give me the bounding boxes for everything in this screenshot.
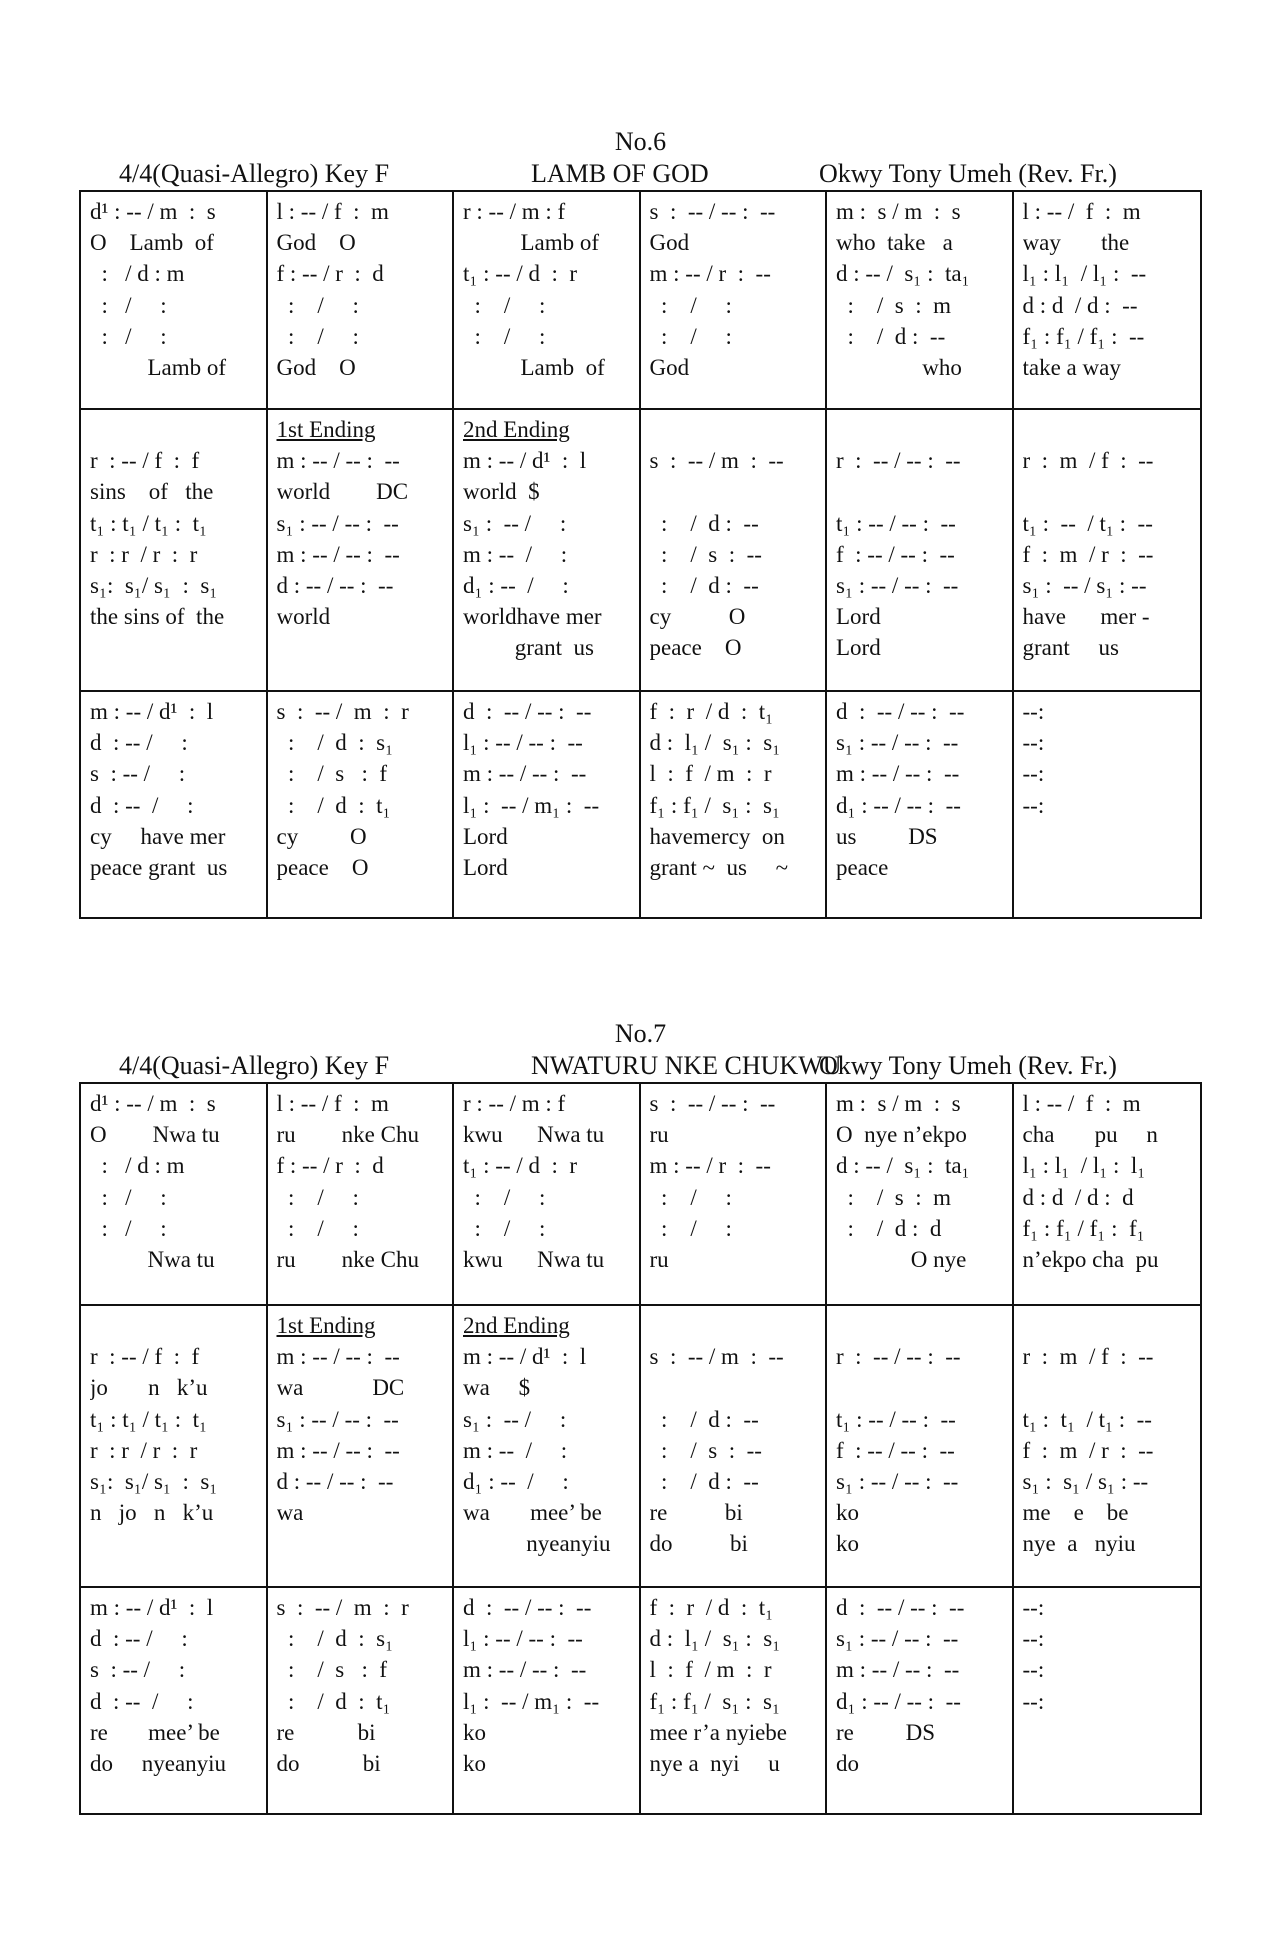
notation-line: d₁ : -- / : xyxy=(463,572,569,598)
notation-line: Lord xyxy=(463,823,508,849)
notation-line: s : -- / : xyxy=(90,761,186,787)
notation-line: d : d / d : d xyxy=(1022,1184,1134,1210)
notation-line: d : d / d : -- xyxy=(1022,292,1138,318)
notation-line: re bi xyxy=(649,1500,743,1526)
notation-line: s₁ : -- / -- : -- xyxy=(836,1626,959,1652)
notation-line: take a way xyxy=(1022,354,1121,380)
notation-line: wa $ xyxy=(463,1375,531,1401)
notation-line: r : -- / f : f xyxy=(90,1344,200,1370)
notation-line: s₁ : -- / -- : -- xyxy=(276,510,399,536)
notation-line: do nyeanyiu xyxy=(90,1750,227,1776)
notation-line: mee r’a nyiebe xyxy=(649,1719,787,1745)
notation-line: m : s / m : s xyxy=(836,1091,961,1116)
notation-line: f : m / r : -- xyxy=(1022,1437,1154,1463)
notation-line: : / : xyxy=(276,292,359,318)
notation-line: kwu Nwa tu xyxy=(463,1246,605,1272)
score-cell xyxy=(268,1306,455,1588)
notation-line: : / d : -- xyxy=(649,1468,759,1494)
notation-line: s₁ : -- / -- : -- xyxy=(276,1406,399,1432)
notation-line: m : -- / d¹ : l xyxy=(90,699,214,724)
notation-line: s₁ : -- / -- : -- xyxy=(836,1468,959,1494)
notation-line: re DS xyxy=(836,1719,936,1745)
notation-line: : / : xyxy=(90,292,167,318)
notation-line: ko xyxy=(463,1719,486,1745)
notation-line: m : -- / -- : -- xyxy=(276,1344,400,1370)
notation-line: God O xyxy=(276,230,356,256)
notation-line: : / d : t₁ xyxy=(276,1688,391,1714)
notation-line: : / : xyxy=(649,292,732,318)
notation-line: t₁ : -- / -- : -- xyxy=(836,510,956,536)
notation-line: s₁: s₁/ s₁ : s₁ xyxy=(90,1468,218,1494)
notation-line: : / d : m xyxy=(90,261,185,287)
notation-line xyxy=(1023,476,1193,507)
notation-line: sins of the xyxy=(90,479,214,505)
notation-line: : / d : -- xyxy=(649,572,759,598)
notation-line: kwu Nwa tu xyxy=(463,1122,605,1148)
notation-line: s : -- / m : r xyxy=(276,1595,409,1620)
ending-label xyxy=(90,1310,258,1341)
notation-line: f : -- / r : d xyxy=(276,261,384,287)
score-cell xyxy=(827,1588,1014,1813)
notation-line: d : -- / -- : -- xyxy=(463,1595,592,1620)
notation-line: : / d : d xyxy=(836,1215,942,1241)
notation-line: me e be xyxy=(1022,1500,1129,1526)
notation-line: m : -- / d¹ : l xyxy=(463,448,587,474)
notation-line: r : r / r : r xyxy=(90,541,198,567)
notation-line: s : -- / m : r xyxy=(276,699,409,724)
notation-line: d : -- / : xyxy=(90,1688,194,1714)
ending-label xyxy=(650,1310,818,1341)
notation-line: Lamb of xyxy=(463,354,605,380)
notation-line: n’ekpo cha pu xyxy=(1022,1246,1159,1272)
notation-line: --: xyxy=(1022,1688,1045,1714)
notation-line: cy have mer xyxy=(90,823,226,849)
notation-line: d : -- / -- : -- xyxy=(276,1468,394,1494)
notation-line: f : m / r : -- xyxy=(1022,541,1154,567)
notation-line: d : -- / s₁ : ta₁ xyxy=(836,261,970,287)
notation-line: the sins of the xyxy=(90,604,225,630)
notation-line: d : l₁ / s₁ : s₁ xyxy=(649,1626,781,1652)
notation-line xyxy=(650,1372,818,1403)
notation-line: r : -- / f : f xyxy=(90,448,200,474)
ending-label: 1st Ending xyxy=(276,1313,376,1338)
notation-line: : / d : m xyxy=(90,1153,185,1179)
score-grid xyxy=(79,190,1202,919)
notation-line: s : -- / : xyxy=(90,1657,186,1683)
notation-line: God xyxy=(649,354,690,380)
notation-line: Lord xyxy=(836,604,881,630)
notation-line: l₁ : l₁ / l₁ : -- xyxy=(1022,261,1147,287)
notation-line: ru xyxy=(649,1246,669,1272)
notation-line: peace O xyxy=(276,854,369,880)
score-cell xyxy=(1014,410,1201,692)
ending-label: 2nd Ending xyxy=(463,1313,570,1338)
time-key: 4/4(Quasi-Allegro) Key F xyxy=(119,159,390,188)
score-cell xyxy=(454,192,641,410)
ending-label xyxy=(1023,414,1193,445)
notation-line: wa xyxy=(276,1500,304,1526)
notation-line: l : -- / f : m xyxy=(276,1091,389,1116)
notation-line: peace grant us xyxy=(90,854,228,880)
score-cell xyxy=(81,410,268,692)
notation-line: d₁ : -- / -- : -- xyxy=(836,792,961,818)
notation-line: nye a nyiu xyxy=(1022,1531,1136,1557)
score-cell xyxy=(641,692,828,917)
time-key: 4/4(Quasi-Allegro) Key F xyxy=(119,1051,390,1080)
notation-line xyxy=(1023,1717,1193,1748)
notation-line: : / : xyxy=(649,1184,732,1210)
notation-line: : / : xyxy=(649,323,732,349)
notation-line: t₁ : -- / -- : -- xyxy=(836,1406,956,1432)
notation-line: m : -- / : xyxy=(463,1437,568,1463)
score-cell xyxy=(81,1084,268,1306)
notation-line: d¹ : -- / m : s xyxy=(90,1091,216,1116)
notation-line: --: xyxy=(1022,1657,1045,1683)
notation-line: way the xyxy=(1022,230,1130,256)
notation-line xyxy=(1023,1372,1193,1403)
notation-line: --: xyxy=(1022,1595,1045,1620)
notation-line: cy O xyxy=(276,823,367,849)
score-cell xyxy=(268,192,455,410)
notation-line: d : -- / -- : -- xyxy=(276,572,394,598)
notation-line: re bi xyxy=(276,1719,376,1745)
notation-line: l : -- / f : m xyxy=(1022,1091,1141,1116)
notation-line: d₁ : -- / : xyxy=(463,1468,569,1494)
notation-line: m : -- / -- : -- xyxy=(276,1437,400,1463)
notation-line: Lamb of xyxy=(90,354,227,380)
notation-line: d : -- / : xyxy=(90,1626,188,1652)
notation-line: s₁ : s₁ / s₁ : -- xyxy=(1022,1468,1149,1494)
notation-line: r : -- / m : f xyxy=(463,199,566,224)
notation-line: do bi xyxy=(649,1531,748,1557)
score-cell xyxy=(641,192,828,410)
notation-line: f : -- / -- : -- xyxy=(836,541,955,567)
notation-line: m : -- / d¹ : l xyxy=(463,1344,587,1370)
notation-line: ko xyxy=(836,1531,859,1557)
notation-line: : / : xyxy=(463,292,546,318)
notation-line: : / s : m xyxy=(836,292,952,318)
score-cell xyxy=(827,1306,1014,1588)
score-cell xyxy=(454,692,641,917)
notation-line: l₁ : -- / -- : -- xyxy=(463,730,583,756)
notation-line xyxy=(836,476,1004,507)
notation-line: n jo n k’u xyxy=(90,1500,214,1526)
composer: Okwy Tony Umeh (Rev. Fr.) xyxy=(819,159,1117,188)
piece-no7 xyxy=(79,1018,1202,1815)
notation-line: grant us xyxy=(1022,635,1119,661)
notation-line: ko xyxy=(836,1500,859,1526)
notation-line: d₁ : -- / -- : -- xyxy=(836,1688,961,1714)
notation-line: wa mee’ be xyxy=(463,1500,602,1526)
notation-line: l : -- / f : m xyxy=(276,199,389,224)
notation-line: f₁ : f₁ / f₁ : -- xyxy=(1022,323,1145,349)
score-cell xyxy=(641,1588,828,1813)
notation-line: : / d : s₁ xyxy=(276,1626,394,1652)
score-cell xyxy=(268,692,455,917)
notation-line: cy O xyxy=(649,604,746,630)
notation-line: : / s : m xyxy=(836,1184,952,1210)
notation-line: : / d : -- xyxy=(649,1406,759,1432)
notation-line: s₁ : -- / : xyxy=(463,510,567,536)
score-cell xyxy=(268,1588,455,1813)
score-cell xyxy=(81,692,268,917)
notation-line: O Nwa tu xyxy=(90,1122,220,1148)
notation-line: r : -- / -- : -- xyxy=(836,1344,961,1370)
notation-line: : / d : -- xyxy=(649,510,759,536)
piece-number: No.7 xyxy=(614,1019,667,1048)
notation-line: : / : xyxy=(90,1184,167,1210)
notation-line: m : -- / : xyxy=(463,541,568,567)
notation-line: s₁ : -- / s₁ : -- xyxy=(1022,572,1147,598)
notation-line: t₁ : -- / d : r xyxy=(463,261,578,287)
notation-line: m : -- / -- : -- xyxy=(463,1657,587,1683)
notation-line: m : -- / -- : -- xyxy=(463,761,587,787)
notation-line: : / d : t₁ xyxy=(276,792,391,818)
notation-line: s₁ : -- / : xyxy=(463,1406,567,1432)
notation-line: s₁ : -- / -- : -- xyxy=(836,730,959,756)
notation-line: ru nke Chu xyxy=(276,1122,419,1148)
notation-line: ru xyxy=(649,1122,669,1148)
score-cell xyxy=(1014,1084,1201,1306)
notation-line: O nye n’ekpo xyxy=(836,1122,967,1148)
notation-line: s₁ : -- / -- : -- xyxy=(836,572,959,598)
notation-line: m : -- / -- : -- xyxy=(836,761,960,787)
notation-line: d : -- / -- : -- xyxy=(836,1595,965,1620)
ending-label: 2nd Ending xyxy=(463,417,570,442)
notation-line: ko xyxy=(463,1750,486,1776)
score-cell xyxy=(827,410,1014,692)
score-grid xyxy=(79,1082,1202,1815)
score-cell xyxy=(827,1084,1014,1306)
notation-line: : / : xyxy=(276,1184,359,1210)
score-cell xyxy=(454,410,641,692)
piece-no6 xyxy=(79,126,1202,919)
notation-line: Nwa tu xyxy=(90,1246,215,1272)
notation-line: jo n k’u xyxy=(90,1375,208,1401)
ending-label xyxy=(90,414,258,445)
notation-line: who take a xyxy=(836,230,953,256)
notation-line: f : -- / r : d xyxy=(276,1153,384,1179)
notation-line: : / : xyxy=(90,323,167,349)
score-cell xyxy=(454,1588,641,1813)
notation-line: r : m / f : -- xyxy=(1022,448,1154,474)
score-cell xyxy=(641,410,828,692)
notation-line: grant ~ us ~ xyxy=(649,854,789,880)
score-cell xyxy=(1014,1306,1201,1588)
notation-line: t₁ : t₁ / t₁ : t₁ xyxy=(90,510,208,536)
notation-line: l₁ : l₁ / l₁ : l₁ xyxy=(1022,1153,1146,1179)
notation-line: t₁ : -- / t₁ : -- xyxy=(1022,510,1153,536)
notation-line: us DS xyxy=(836,823,938,849)
notation-line: world DC xyxy=(276,479,409,505)
notation-line: --: xyxy=(1022,761,1045,787)
notation-line: l : f / m : r xyxy=(649,761,772,787)
notation-line: d : l₁ / s₁ : s₁ xyxy=(649,730,781,756)
notation-line: t₁ : -- / d : r xyxy=(463,1153,578,1179)
score-cell xyxy=(1014,692,1201,917)
score-cell xyxy=(641,1306,828,1588)
notation-line: God xyxy=(649,230,690,256)
notation-line: s₁: s₁/ s₁ : s₁ xyxy=(90,572,218,598)
notation-line: m : -- / r : -- xyxy=(649,261,771,287)
notation-line: world xyxy=(276,604,331,630)
notation-line: : / s : -- xyxy=(649,541,762,567)
notation-line: : / : xyxy=(90,1215,167,1241)
notation-line: d : -- / : xyxy=(90,730,188,756)
notation-line: m : -- / -- : -- xyxy=(276,541,400,567)
score-cell xyxy=(827,192,1014,410)
notation-line: m : -- / -- : -- xyxy=(836,1657,960,1683)
notation-line: f₁ : f₁ / s₁ : s₁ xyxy=(649,1688,780,1714)
notation-line: d : -- / -- : -- xyxy=(836,699,965,724)
score-cell xyxy=(641,1084,828,1306)
notation-line: r : -- / m : f xyxy=(463,1091,566,1116)
notation-line: r : -- / -- : -- xyxy=(836,448,961,474)
notation-line: m : -- / r : -- xyxy=(649,1153,771,1179)
notation-line: s : -- / m : -- xyxy=(649,1344,784,1370)
notation-line: l₁ : -- / m₁ : -- xyxy=(463,1688,600,1714)
notation-line: havemercy on xyxy=(649,823,785,849)
notation-line: f : -- / -- : -- xyxy=(836,1437,955,1463)
notation-line: l : f / m : r xyxy=(649,1657,772,1683)
notation-line: t₁ : t₁ / t₁ : -- xyxy=(1022,1406,1152,1432)
score-cell xyxy=(827,692,1014,917)
notation-line: : / s : f xyxy=(276,761,388,787)
ending-label xyxy=(1023,1310,1193,1341)
score-cell xyxy=(268,1084,455,1306)
notation-line: worldhave mer xyxy=(463,604,602,630)
notation-line: f : r / d : t₁ xyxy=(649,1595,774,1620)
score-cell xyxy=(454,1084,641,1306)
notation-line: : / : xyxy=(463,1184,546,1210)
notation-line: s : -- / -- : -- xyxy=(649,1091,776,1116)
ending-label: 1st Ending xyxy=(276,417,376,442)
notation-line: f : r / d : t₁ xyxy=(649,699,774,724)
notation-line: do xyxy=(836,1750,859,1776)
notation-line: : / : xyxy=(276,1215,359,1241)
score-cell xyxy=(81,192,268,410)
notation-line: r : r / r : r xyxy=(90,1437,198,1463)
ending-label xyxy=(836,1310,1004,1341)
notation-line: f₁ : f₁ / s₁ : s₁ xyxy=(649,792,780,818)
composer: Okwy Tony Umeh (Rev. Fr.) xyxy=(819,1051,1117,1080)
notation-line: peace xyxy=(836,854,889,880)
piece-header xyxy=(79,158,1202,190)
notation-line: : / d : -- xyxy=(836,323,946,349)
notation-line: Lamb of xyxy=(463,230,600,256)
notation-line: cha pu n xyxy=(1022,1122,1158,1148)
notation-line: m : s / m : s xyxy=(836,199,961,224)
notation-line: ru nke Chu xyxy=(276,1246,419,1272)
notation-line: d¹ : -- / m : s xyxy=(90,199,216,224)
notation-line: --: xyxy=(1022,792,1045,818)
notation-line: --: xyxy=(1022,1626,1045,1652)
notation-line xyxy=(1023,821,1193,852)
notation-line: Lord xyxy=(836,635,881,661)
score-cell xyxy=(81,1588,268,1813)
notation-line: d : -- / s₁ : ta₁ xyxy=(836,1153,970,1179)
notation-line: s : -- / m : -- xyxy=(649,448,784,474)
notation-line: --: xyxy=(1022,730,1045,756)
notation-line: f₁ : f₁ / f₁ : f₁ xyxy=(1022,1215,1145,1241)
notation-line: m : -- / d¹ : l xyxy=(90,1595,214,1620)
ending-label xyxy=(836,414,1004,445)
score-cell xyxy=(1014,192,1201,410)
notation-line: : / d : s₁ xyxy=(276,730,394,756)
notation-line: m : -- / -- : -- xyxy=(276,448,400,474)
notation-line: d : -- / : xyxy=(90,792,194,818)
notation-line: : / : xyxy=(276,323,359,349)
notation-line: nye a nyi u xyxy=(649,1750,780,1776)
notation-line: O nye xyxy=(836,1246,967,1272)
notation-line: s : -- / -- : -- xyxy=(649,199,776,224)
piece-number: No.6 xyxy=(614,127,667,156)
score-cell xyxy=(454,1306,641,1588)
notation-line: : / s : f xyxy=(276,1657,388,1683)
notation-line: l : -- / f : m xyxy=(1022,199,1141,224)
notation-line xyxy=(650,476,818,507)
piece-title: LAMB OF GOD xyxy=(531,159,709,188)
notation-line: peace O xyxy=(649,635,742,661)
score-cell xyxy=(81,1306,268,1588)
notation-line: have mer - xyxy=(1022,604,1150,630)
notation-line: wa DC xyxy=(276,1375,405,1401)
notation-line: do bi xyxy=(276,1750,381,1776)
notation-line: d : -- / -- : -- xyxy=(463,699,592,724)
notation-line xyxy=(836,1372,1004,1403)
notation-line: : / : xyxy=(463,323,546,349)
ending-label xyxy=(650,414,818,445)
piece-header xyxy=(79,1050,1202,1082)
notation-line: nyeanyiu xyxy=(463,1531,611,1557)
notation-line: l₁ : -- / -- : -- xyxy=(463,1626,583,1652)
score-cell xyxy=(1014,1588,1201,1813)
notation-line: O Lamb of xyxy=(90,230,214,256)
notation-line: --: xyxy=(1022,699,1045,724)
notation-line: : / s : -- xyxy=(649,1437,762,1463)
notation-line: : / : xyxy=(649,1215,732,1241)
notation-line: who xyxy=(836,354,962,380)
notation-line xyxy=(1023,852,1193,883)
piece-title: NWATURU NKE CHUKWU xyxy=(531,1051,842,1080)
notation-line: God O xyxy=(276,354,356,380)
notation-line: t₁ : t₁ / t₁ : t₁ xyxy=(90,1406,208,1432)
score-cell xyxy=(268,410,455,692)
notation-line: Lord xyxy=(463,854,508,880)
notation-line: r : m / f : -- xyxy=(1022,1344,1154,1370)
notation-line: re mee’ be xyxy=(90,1719,220,1745)
notation-line: : / : xyxy=(463,1215,546,1241)
notation-line: l₁ : -- / m₁ : -- xyxy=(463,792,600,818)
notation-line: grant us xyxy=(463,635,594,661)
notation-line xyxy=(1023,1748,1193,1779)
notation-line: world $ xyxy=(463,479,540,505)
